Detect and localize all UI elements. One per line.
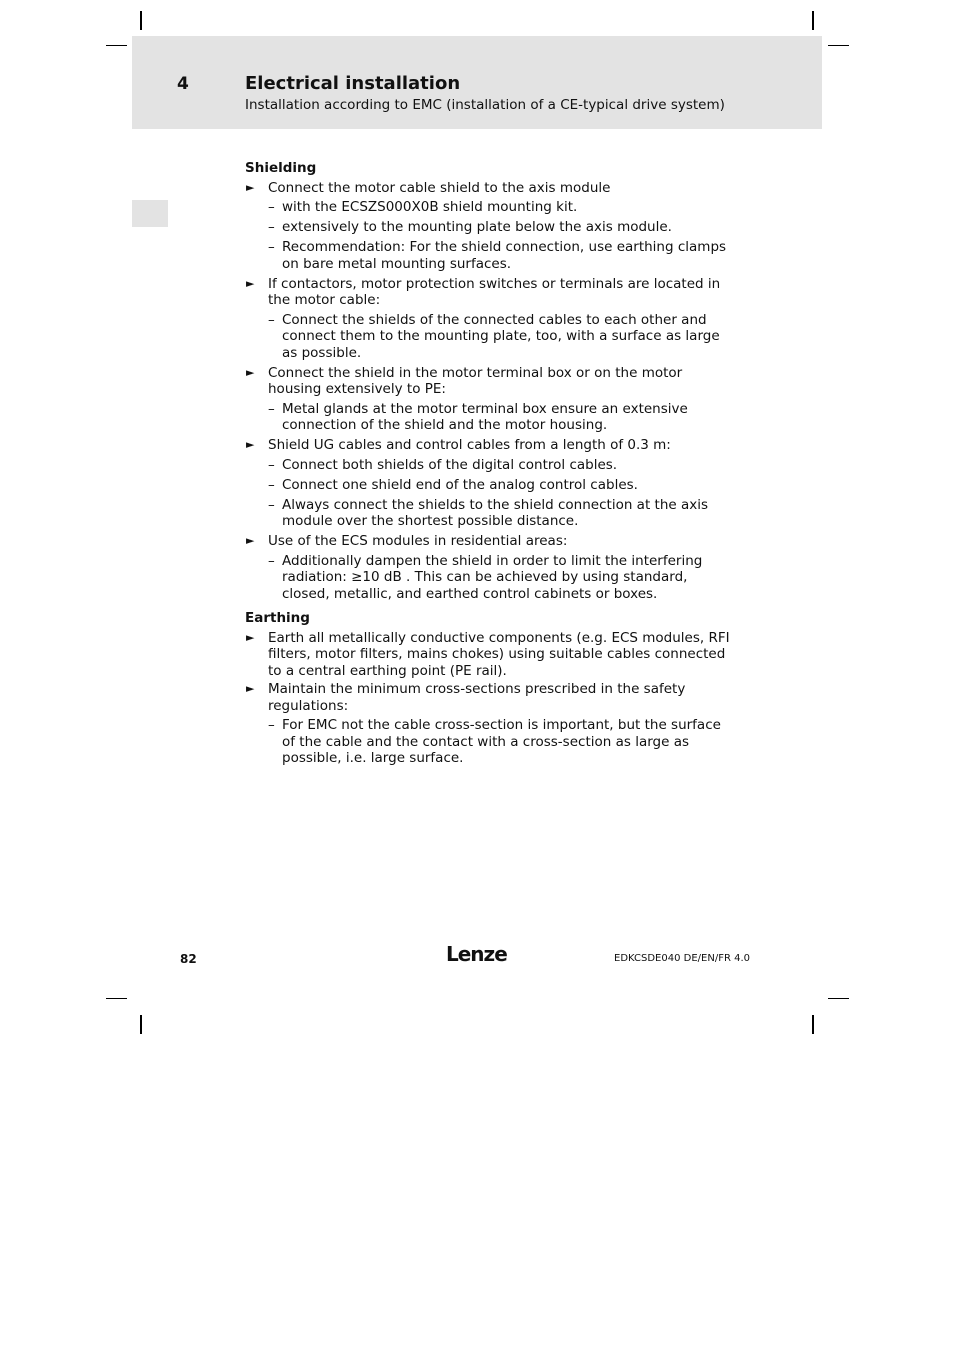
crop-mark-bottom-left-horizontal [106,998,127,999]
bullet-text: Connect the shield in the motor terminal box or on the motor housing extensively to PE: [268,364,683,397]
dash-icon: – [268,400,275,417]
section-heading: Earthing [245,610,310,626]
crop-mark-top-right-horizontal [828,45,849,46]
sub-item [245,312,737,362]
dash-icon: – [268,239,275,255]
sub-item-text: Connect both shields of the digital control cables. [282,456,618,473]
page-content [245,160,737,770]
bullet-item [245,681,737,714]
chapter-header-band [132,36,822,129]
bullet-text: If contactors, motor protection switches or terminals are located in the motor cable: [268,275,721,308]
sub-item [245,477,737,494]
bullet-arrow-icon: ► [246,630,255,644]
crop-mark-bottom-right-vertical [812,1015,814,1034]
crop-mark-top-left-horizontal [106,45,127,46]
dash-icon: – [268,311,275,328]
bullet-arrow-icon: ► [246,438,255,451]
bullet-item [245,630,737,680]
sub-list [245,199,737,272]
bullet-text: Connect the motor cable shield to the axis module [268,179,611,196]
bullet-arrow-icon: ► [246,276,255,290]
document-id: EDKCSDE040 DE/EN/FR 4.0 [614,953,750,964]
section-heading: Shielding [245,160,317,176]
bullet-arrow-icon: ► [246,180,255,194]
bullet-text: Use of the ECS modules in residential areas: [268,533,568,549]
bullet-item [245,276,737,309]
bullet-arrow-icon: ► [246,534,255,547]
dash-icon: – [268,219,275,235]
sub-item-text: Connect the shields of the connected cables to each other and connect them to the mounting plate, too, with a surface as large as possible. [282,311,720,361]
sub-item-text: Always connect the shields to the shield connection at the axis module over the shortest possible distance. [282,496,709,529]
sub-item-text: For EMC not the cable cross-section is important, but the surface of the cable and the contact with a cross-section as large as possible, i.e. large surface. [282,717,721,766]
sub-item [245,199,737,216]
dash-icon: – [268,496,275,513]
sub-item-text: Metal glands at the motor terminal box ensure an extensive connection of the shield and the motor housing. [282,400,688,433]
chapter-side-tab [132,200,168,227]
bullet-text: Earth all metallically conductive components (e.g. ECS modules, RFI filters, motor filters, mains chokes) using suitable cables connected to a central earthing point (PE rail). [268,629,730,679]
bullet-item [245,533,737,550]
bullet-item [245,180,737,197]
crop-mark-top-right-vertical [812,11,814,30]
sub-list [245,401,737,434]
chapter-number: 4 [177,74,189,94]
dash-icon: – [268,476,275,493]
sub-list [245,457,737,530]
dash-icon: – [268,717,275,733]
crop-mark-bottom-left-vertical [140,1015,142,1034]
sub-item-text: Connect one shield end of the analog control cables. [282,476,638,493]
sub-item [245,497,737,530]
sub-item-text: Recommendation: For the shield connection, use earthing clamps on bare metal mounting surfaces. [282,239,727,272]
page-number: 82 [180,952,197,966]
sub-item [245,219,737,236]
bullet-text: Shield UG cables and control cables from a length of 0.3 m: [268,437,671,453]
sub-item [245,553,737,603]
bullet-arrow-icon: ► [246,682,255,695]
bullet-arrow-icon: ► [246,365,255,379]
dash-icon: – [268,456,275,473]
dash-icon: – [268,552,275,569]
chapter-subtitle: Installation according to EMC (installation of a CE-typical drive system) [245,97,725,113]
chapter-title: Electrical installation [245,73,461,94]
bullet-item [245,365,737,398]
lenze-logo: Lenze [446,942,507,966]
sub-list [245,312,737,362]
sub-item [245,401,737,434]
crop-mark-top-left-vertical [140,11,142,30]
bullet-item [245,437,737,454]
sub-list [245,553,737,603]
sub-item [245,239,737,272]
sub-item [245,717,737,767]
sub-item-text: with the ECSZS000X0B shield mounting kit. [282,199,578,215]
sub-list [245,717,737,767]
dash-icon: – [268,199,275,215]
crop-mark-bottom-right-horizontal [828,998,849,999]
sub-item-text: extensively to the mounting plate below the axis module. [282,219,672,235]
sub-item [245,457,737,474]
sub-item-text: Additionally dampen the shield in order to limit the interfering radiation: ≥10 dB . This can be achieved by using standard, closed, metallic, and earthed control cabinets or boxes. [282,552,703,602]
bullet-text: Maintain the minimum cross-sections prescribed in the safety regulations: [268,681,686,714]
